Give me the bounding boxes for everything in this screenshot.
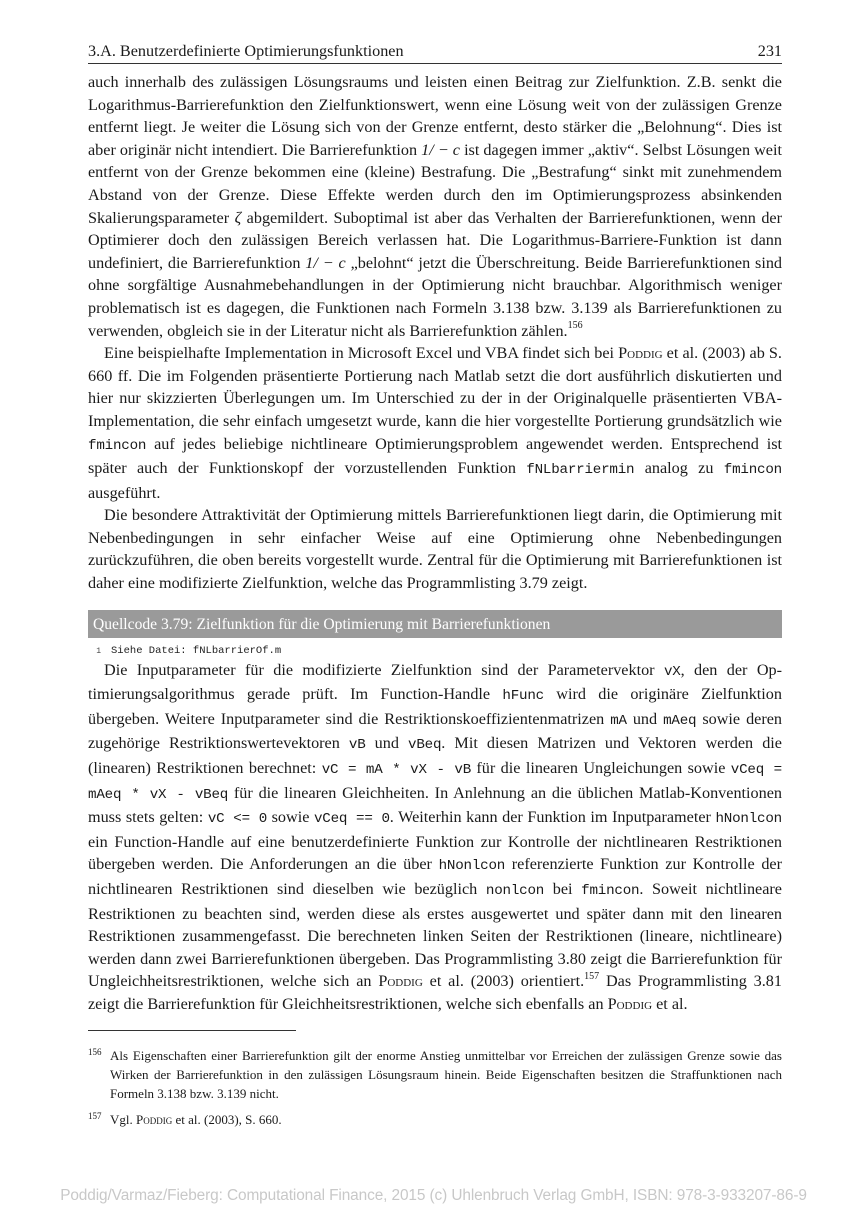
inline-code: fmincon — [581, 883, 640, 899]
line-number: 1 — [96, 646, 101, 656]
math-inverse-c: 1/ − c — [421, 140, 460, 159]
author-name: Poddig — [378, 972, 423, 991]
document-page — [88, 40, 782, 1136]
math-inverse-c: 1/ − c — [305, 253, 346, 272]
footnote-number: 157 — [88, 1110, 102, 1121]
footnote-156 — [88, 1046, 782, 1103]
body-text — [88, 71, 782, 1016]
inline-code: mA — [610, 712, 627, 729]
footnote-ref-157[interactable]: 157 — [584, 970, 600, 982]
listing-line — [88, 644, 782, 659]
inline-code: fmincon — [723, 462, 782, 479]
inline-code: fNLbarriermin — [526, 462, 635, 479]
running-head — [88, 40, 782, 64]
inline-code: hNonlcon — [715, 811, 782, 828]
footnote-number: 156 — [88, 1046, 102, 1057]
inline-code: vBeq — [408, 737, 442, 754]
math-zeta: ζ — [234, 208, 242, 227]
footnotes — [88, 1046, 782, 1129]
footnote-text: Als Eigenschaften einer Barrierefunktion gilt der enorme Anstieg unmittelbar vor Erreichen der zulässigen Grenze sowie das Wirken der Barrierefunktion in den zulässigen Lösungsraum hinein. Beide Eigenschaften besitzen die Straffunktionen nach Formeln 3.138 bzw. 3.139 nicht. — [110, 1047, 782, 1101]
code-text: Siehe Datei: fNLbarrierOf.m — [111, 644, 282, 657]
author-name: Poddig — [607, 994, 653, 1013]
listing-caption: Quellcode 3.79: Zielfunktion für die Optimierung mit Barrierefunktionen — [88, 610, 782, 638]
paragraph-input-parameters: Die Inputparameter für die modifizierte Zielfunktion sind der Parametervektor vX, den der Optimierungsalgorithmus gerade prüft. Im Function-Handle hFunc wird die originäre Zielfunktion übergeben. Weitere Inputparameter sind die Restriktionskoeffizientenmatrizen mA und mAeq sowie deren zugehörige Restriktionswertevektoren vB und vBeq. Mit diesen Matrizen und Vektoren werden die (linearen) Restriktionen berechnet: vC = mA * vX - vB für die linearen Ungleichungen sowie vCeq = mAeq * vX - vBeq für die linearen Gleichheiten. In Anlehnung an die üblichen Matlab-Konventionen muss stets gelten: vC <= 0 sowie vCeq == 0. Weiterhin kann der Funktion im Inputparameter hNonlcon ein Function-Handle auf eine benutzerdefinierte Funktion zur Kontrolle der nichtlinearen Restriktionen übergeben werden. Die Anforderungen an die über hNonlcon referenzierte Funktion zur Kontrolle der nichtlinearen Restriktionen sind dieselben wie bezüglich nonlcon bei fmincon. Soweit nichtlineare Restriktionen zu beachten sind, werden diese als erstes ausgewertet und später dann mit den linearen Restriktionen zusammengefasst. Die berechneten linken Seiten der Restriktionen (lineare, nichtlineare) werden dann zwei Barrierefunktionen übergeben. Das Programmlisting 3.80 zeigt die Barrierefunktion für Ungleichheitsrestriktionen, welche sich an Poddig et al. (2003) orientiert.$^{157}$ Das Programmlisting 3.81 zeigt die Barrierefunktion für Gleichheitsrestriktionen, welche sich ebenfalls an Poddig et al. — [88, 660, 783, 1013]
page-number: 231 — [757, 42, 782, 60]
inline-code: nonlcon — [485, 883, 545, 899]
copyright-footer: Poddig/Varmaz/Fieberg: Computational Finance, 2015 (c) Uhlenbruch Verlag GmbH, ISBN: 978-3-933207-86-9 — [60, 1187, 807, 1204]
inline-code: mAeq — [663, 712, 697, 729]
code-listing — [88, 610, 782, 659]
inline-code: vCeq == 0 — [313, 811, 390, 828]
inline-code: vX — [663, 663, 681, 680]
inline-code: hFunc — [502, 688, 544, 705]
paragraph-attractiveness: Die besondere Attraktivität der Optimierung mittels Barrierefunktionen liegt darin, die Optimierung mit Nebenbedingungen in sehr einfacher Weise auf eine Optimierung ohne Nebenbedingungen zurückzuführen, die oben bereits vorgestellt wurde. Zentral für die Optimierung mit Barrierefunktionen ist daher eine modifizierte Zielfunktion, welche das Programmlisting 3.79 zeigt. — [88, 506, 782, 593]
inline-code: vCeq = mAeq * vX - vBeq — [88, 762, 782, 803]
footnote-text: Vgl. Poddig et al. (2003), S. 660. — [110, 1111, 282, 1127]
inline-code: vC = mA * vX - vB — [321, 762, 472, 779]
paragraph-implementation: Eine beispielhafte Implementation in Microsoft Excel und VBA findet sich bei Poddig et al. (2003) ab S. 660 ff. Die im Folgenden präsentierte Portierung nach Matlab setzt die dort ausführlich diskutierten und hier nur skizzierten Überlegungen um. Im Unterschied zu der in der Originalquelle präsentierten VBA-Implementation, die sehr einfach umgesetzt wurde, kann die hier vorgestellte Portierung grundsätzlich wie fmincon auf jedes beliebige nichtlineare Optimierungsproblem angewendet werden. Entsprechend ist später auch der Funktionskopf der vorzustellenden Funktion fNLbarriermin analog zu fmincon ausgeführt. — [88, 344, 782, 502]
inline-code: vB — [348, 737, 366, 754]
paragraph-barrier-effects: auch innerhalb des zulässigen Lösungsraums und leisten einen Beitrag zur Zielfunktion. Z.B. senkt die Logarithmus-Barrierefunktion den Zielfunktionswert, wenn eine Lösung weit von der zulässigen Grenze entfernt liegt. Je weiter die Lösung sich von der Grenze entfernt, desto stärker die „Belohnung“. Dies ist aber originär nicht intendiert. Die Barrierefunktion 1/ − c ist dagegen immer „aktiv“. Selbst Lösungen weit entfernt von der Grenze bekommen eine (kleine) Bestrafung. Die „Bestrafung“ sinkt mit zunehmendem Abstand von der Grenze. Diese Effekte werden durch den im Optimierungsprozess absinkenden Skalierungsparameter ζ abgemildert. Suboptimal ist aber das Verhalten der Barrierefunktionen, wenn der Optimierer doch den zulässigen Bereich verlassen hat. Die Logarithmus-Barriere-Funktion ist dann undefiniert, die Barrierefunktion 1/ − c „belohnt“ jetzt die Überschreitung. Beide Barrierefunktionen sind ohne sorgfältige Ausnahmebehandlungen in der Optimierung nicht brauchbar. Algorithmisch weniger problematisch ist es dagegen, die Funktionen nach Formeln 3.138 bzw. 3.139 als Barrierefunktionen zu verwenden, obgleich sie in der Literatur nicht als Barrierefunktion zählen.$^{156}$ — [88, 73, 783, 340]
inline-code: vC <= 0 — [207, 811, 268, 828]
section-title: 3.A. Benutzerdefinierte Optimierungsfunktionen — [88, 42, 404, 60]
inline-code: hNonlcon — [438, 858, 506, 875]
author-name: Poddig — [136, 1111, 173, 1127]
inline-code: fmincon — [88, 437, 147, 454]
footnote-157 — [88, 1110, 782, 1129]
footnote-ref-156[interactable]: 156 — [567, 320, 583, 332]
footnote-divider — [88, 1030, 296, 1031]
author-name: Poddig — [618, 344, 663, 363]
